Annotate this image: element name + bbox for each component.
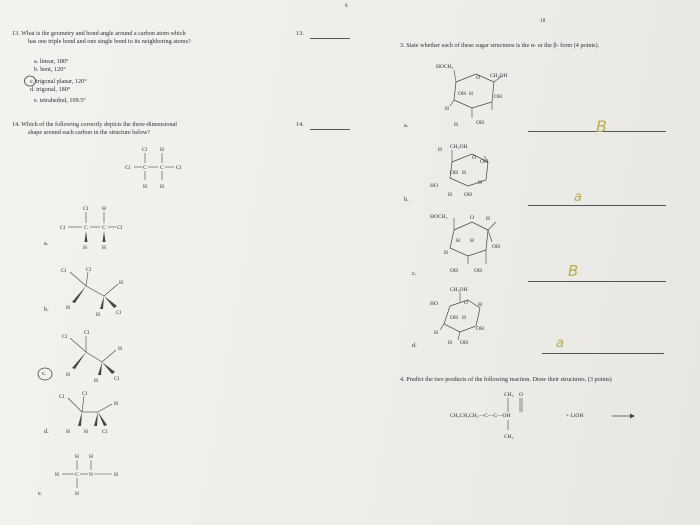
q13-option-b[interactable]: b. bent, 120° (34, 66, 66, 73)
q14-option-d-structure[interactable] (56, 388, 140, 438)
q13-option-e[interactable]: e. tetrahedral, 109.5° (34, 97, 86, 104)
atom-cl: Cl (114, 376, 120, 382)
reaction-arrow-icon (630, 414, 635, 419)
atom-h: H (448, 192, 452, 198)
q13-option-c[interactable]: c. trigonal planar, 120° (30, 78, 87, 85)
atom-h: H (114, 401, 118, 407)
sugar-structure-a (428, 56, 528, 128)
group-ch3: CH₃ (504, 392, 514, 398)
ring-oxygen: O (476, 75, 480, 81)
atom-cl: Cl (83, 206, 89, 212)
sugar-structure-c (428, 206, 528, 276)
q14-option-a-structure[interactable] (58, 202, 136, 252)
atom-cl: Cl (86, 267, 92, 273)
group-oh: OH (492, 244, 500, 250)
atom-h: H (434, 330, 438, 336)
q4-text: 4. Predict the two products of the following reaction. Draw their structures. (3 points) (400, 376, 612, 383)
q14-option-c-structure[interactable] (58, 326, 142, 384)
atom-h: H (445, 106, 449, 112)
group-ch2oh: CH₂OH (450, 287, 468, 293)
atom-h: H (470, 238, 474, 244)
page-number: 8 (345, 3, 348, 9)
group-ch2oh: CH₂OH (490, 73, 508, 79)
atom-h: H (66, 429, 70, 435)
atom-c: C (75, 472, 79, 478)
q14-option-a-letter[interactable]: a. (44, 240, 49, 247)
q3-answer-a[interactable]: B (596, 117, 607, 136)
q14-option-d-letter[interactable]: d. (44, 428, 49, 435)
atom-h: H (160, 184, 164, 190)
atom-h: H (114, 472, 118, 478)
atom-h: H (89, 454, 93, 460)
q14-option-e-letter[interactable]: e. (38, 490, 43, 497)
group-oh: OH (476, 326, 484, 332)
q14-option-c-letter[interactable]: c. (42, 370, 47, 377)
q3-letter-c: c. (412, 270, 417, 277)
atom-cl: Cl (84, 330, 90, 336)
atom-h: H (478, 180, 482, 186)
atom-h: H (66, 305, 70, 311)
group-ho: HO (430, 183, 438, 189)
q13-text-line2: has one triple bond and one single bond to its neighboring atoms? (28, 38, 191, 45)
atom-cl: Cl (59, 394, 65, 400)
atom-cl: Cl (142, 147, 148, 153)
atom-h: H (84, 429, 88, 435)
selection-circle-icon (23, 74, 37, 88)
q13-option-d[interactable]: d. trigonal, 180° (30, 86, 71, 93)
atom-c: C (84, 225, 88, 231)
atom-c: C (102, 225, 106, 231)
atom-h: H (94, 378, 98, 384)
group-oh: OH (460, 340, 468, 346)
group-oh: OH (494, 94, 502, 100)
atom-h: H (438, 147, 442, 153)
atom-cl: Cl (82, 391, 88, 397)
atom-h: H (119, 280, 123, 286)
group-hoch2: HOCH₂ (436, 64, 454, 70)
atom-h: H (102, 206, 106, 212)
group-oh: OH (450, 315, 458, 321)
q3-letter-a: a. (404, 122, 409, 129)
reagent-lioh: + LiOH (566, 413, 584, 419)
q13-answer-label: 13. (296, 30, 304, 37)
atom-h: H (462, 315, 466, 321)
group-hoch2: HOCH₂ (430, 214, 448, 220)
atom-cl: Cl (62, 334, 68, 340)
sugar-structure-b (428, 138, 528, 204)
atom-cl: Cl (176, 165, 182, 171)
atom-h: H (448, 340, 452, 346)
atom-h: H (75, 491, 79, 497)
q3-answer-c[interactable]: B (568, 262, 579, 280)
atom-h: H (102, 245, 106, 251)
q3-answer-b[interactable]: a (574, 190, 582, 205)
group-ch2oh: CH₂OH (450, 144, 468, 150)
group-oh: OH (474, 268, 482, 274)
q3-answer-d[interactable]: a (556, 336, 564, 351)
atom-h: H (83, 245, 87, 251)
group-oh: OH (450, 268, 458, 274)
atom-c: C (143, 165, 147, 171)
atom-h: H (118, 346, 122, 352)
group-oh: OH (476, 120, 484, 126)
ring-oxygen: O (470, 215, 474, 221)
atom-h: H (143, 184, 147, 190)
group-ho: HO (430, 301, 438, 307)
atom-h: H (75, 454, 79, 460)
atom-h: H (456, 238, 460, 244)
q3-answer-line-c[interactable] (528, 281, 666, 282)
group-oh: OH (450, 170, 458, 176)
q3-letter-d: d. (412, 342, 417, 349)
atom-cl: Cl (117, 225, 123, 231)
q14-text-line2: shape around each carbon in the structure below? (28, 129, 151, 136)
q13-option-a[interactable]: a. linear, 180° (34, 58, 69, 65)
atom-n: N (89, 472, 93, 478)
group-oh: OH (458, 91, 466, 97)
q13-text-line1: 13. What is the geometry and bond angle around a carbon atom which (12, 30, 186, 37)
q14-answer-blank[interactable] (310, 129, 350, 130)
ring-oxygen: O (472, 155, 476, 161)
atom-h: H (454, 122, 458, 128)
q14-text-line1: 14. Which of the following correctly depicts the three-dimensional (12, 121, 178, 128)
q3-answer-line-d[interactable] (542, 353, 664, 354)
atom-h: H (469, 91, 473, 97)
reference-structure (112, 140, 192, 192)
atom-h: H (55, 472, 59, 478)
atom-cl: Cl (125, 165, 131, 171)
atom-cl: Cl (61, 268, 67, 274)
atom-h: H (444, 250, 448, 256)
atom-h: H (96, 312, 100, 318)
group-oh: OH (480, 159, 488, 165)
q3-text: 3. State whether each of these sugar structures is the α- or the β- form (4 points). (400, 42, 600, 49)
q14-option-b-structure[interactable] (56, 262, 140, 318)
q3-answer-line-b[interactable] (528, 205, 666, 206)
atom-h: H (66, 372, 70, 378)
atom-cl: Cl (102, 429, 108, 435)
sugar-structure-d (420, 282, 510, 348)
page-number-right: 18 (540, 18, 546, 24)
atom-h: H (478, 302, 482, 308)
q4-reaction-structure (448, 386, 638, 446)
q3-letter-b: b. (404, 196, 409, 203)
atom-c: C (160, 165, 164, 171)
q14-option-b-letter[interactable]: b. (44, 306, 49, 313)
atom-h: H (486, 216, 490, 222)
atom-cl: Cl (116, 310, 122, 316)
q13-answer-blank[interactable] (310, 38, 350, 39)
atom-h: H (160, 147, 164, 153)
group-oh: OH (464, 192, 472, 198)
ring-oxygen: O (464, 300, 468, 306)
carbonyl-oxygen: O (519, 392, 523, 398)
q14-option-e-structure[interactable] (54, 448, 134, 500)
main-chain: CH₃CH₂CH₂—C—C—OH (450, 413, 511, 419)
group-ch3: CH₃ (504, 434, 514, 440)
atom-cl: Cl (60, 225, 66, 231)
atom-h: H (462, 170, 466, 176)
q14-answer-label: 14. (296, 121, 304, 128)
